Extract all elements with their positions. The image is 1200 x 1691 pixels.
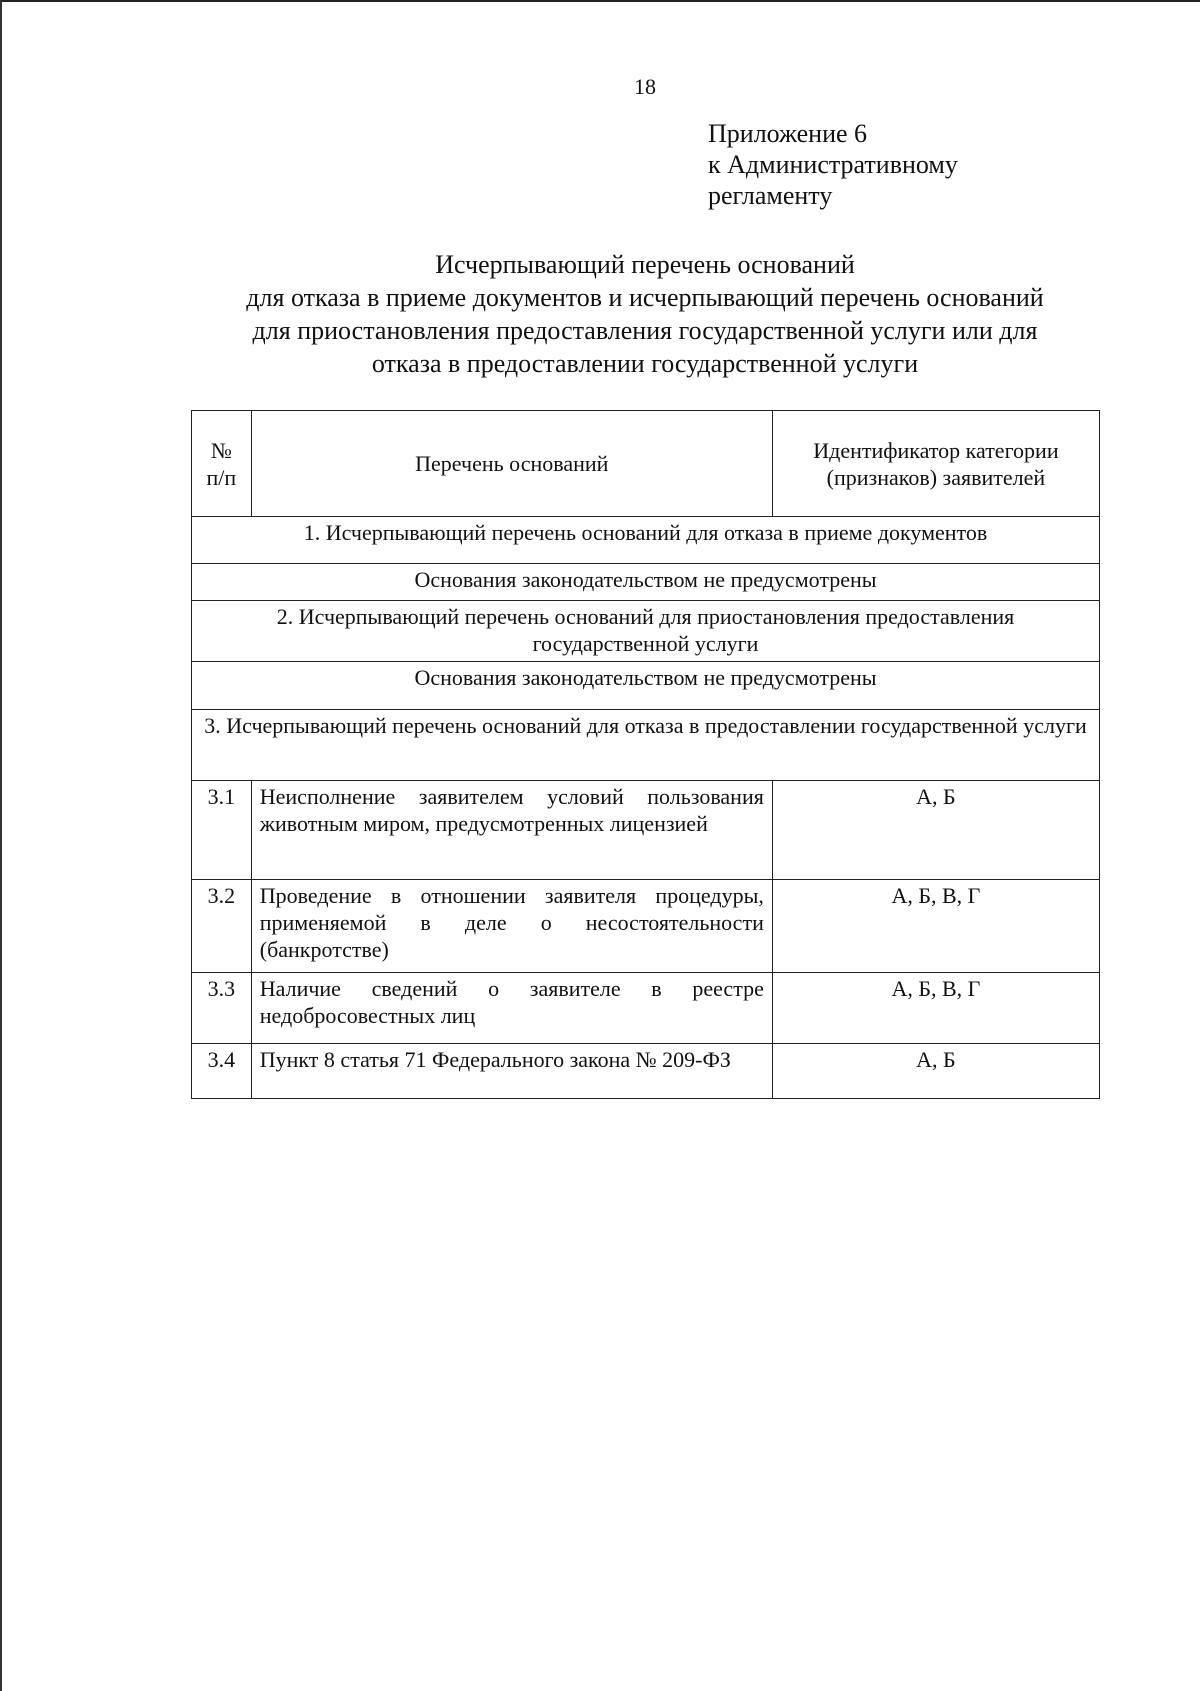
table-row xyxy=(192,973,1100,1044)
row-grounds: Проведение в отношении заявителя процедуры, применяемой в деле о несостоятельности (банкротстве) xyxy=(251,880,772,973)
section-2-note: Основания законодательством не предусмотрены xyxy=(192,662,1100,710)
table-row xyxy=(192,880,1100,973)
section-2-row xyxy=(192,601,1100,662)
row-grounds: Пункт 8 статья 71 Федерального закона № 209-ФЗ xyxy=(251,1044,772,1099)
table-row xyxy=(192,1044,1100,1099)
appendix-line-2: к Административному xyxy=(708,150,958,179)
header-grounds: Перечень оснований xyxy=(251,411,772,517)
section-1-note-row xyxy=(192,564,1100,601)
document-title xyxy=(150,248,1140,380)
header-num: № п/п xyxy=(192,411,252,517)
grounds-table xyxy=(191,410,1100,1099)
row-category: А, Б xyxy=(772,1044,1099,1099)
title-line-3: для приостановления предоставления государственной услуги или для xyxy=(252,316,1038,345)
title-line-1: Исчерпывающий перечень оснований xyxy=(435,250,855,279)
section-1-note: Основания законодательством не предусмотрены xyxy=(192,564,1100,601)
row-number: 3.3 xyxy=(192,973,252,1044)
section-1-row xyxy=(192,517,1100,564)
page-number: 18 xyxy=(634,74,656,99)
row-number: 3.2 xyxy=(192,880,252,973)
section-2-title: 2. Исчерпывающий перечень оснований для приостановления предоставления государственной услуги xyxy=(192,601,1100,662)
page-edge-top xyxy=(0,0,1200,2)
header-category: Идентификатор категории (признаков) заявителей xyxy=(772,411,1099,517)
title-line-4: отказа в предоставлении государственной услуги xyxy=(371,349,919,378)
row-number: 3.4 xyxy=(192,1044,252,1099)
section-1-title: 1. Исчерпывающий перечень оснований для отказа в приеме документов xyxy=(192,517,1100,564)
appendix-line-1: Приложение 6 xyxy=(708,119,868,148)
row-category: А, Б, В, Г xyxy=(772,973,1099,1044)
section-2-note-row xyxy=(192,662,1100,710)
title-line-2: для отказа в приеме документов и исчерпывающий перечень оснований xyxy=(246,283,1044,312)
appendix-reference xyxy=(708,118,958,211)
row-category: А, Б xyxy=(772,781,1099,880)
row-number: 3.1 xyxy=(192,781,252,880)
section-3-row xyxy=(192,710,1100,781)
row-grounds: Неисполнение заявителем условий пользования животным миром, предусмотренных лицензией xyxy=(251,781,772,880)
row-grounds: Наличие сведений о заявителе в реестре недобросовестных лиц xyxy=(251,973,772,1044)
section-3-title: 3. Исчерпывающий перечень оснований для отказа в предоставлении государственной услуги xyxy=(192,710,1100,781)
table-header-row xyxy=(192,411,1100,517)
table-row xyxy=(192,781,1100,880)
appendix-line-3: регламенту xyxy=(708,181,833,210)
page-edge-left xyxy=(0,0,2,1691)
row-category: А, Б, В, Г xyxy=(772,880,1099,973)
